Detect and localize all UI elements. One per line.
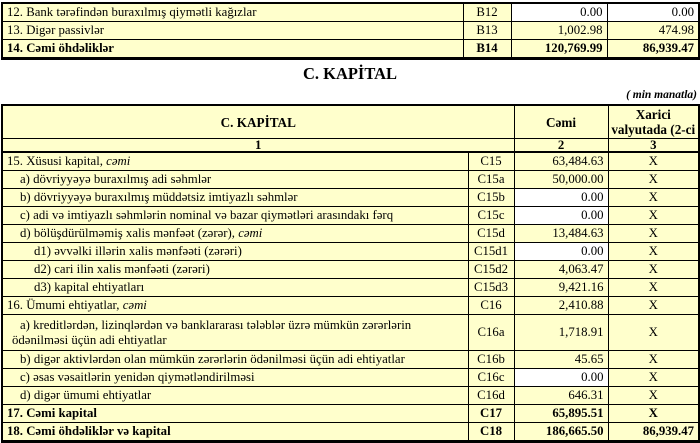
row-total: 45.65 <box>514 351 608 369</box>
row-foreign: X <box>608 207 699 225</box>
row-label: 12. Bank tərəfindən buraxılmış qiymətli kağızlar <box>2 3 463 22</box>
row-total: 186,665.50 <box>514 423 608 442</box>
row-code: C15d3 <box>468 279 514 297</box>
row-total: 120,769.99 <box>511 40 607 59</box>
table-row <box>2 3 699 22</box>
table-row <box>2 189 699 207</box>
row-code: C16a <box>468 315 514 351</box>
header-foreign-line1: Xarici <box>635 107 671 122</box>
row-label: d) bölüşdürülməmiş xalis mənfəət (zərər), cəmi <box>2 225 468 243</box>
row-label: 18. Cəmi öhdəliklər və kapital <box>2 423 468 442</box>
row-foreign: X <box>608 279 699 297</box>
header-foreign-line2: valyutada (2-ci <box>611 122 696 137</box>
colnum-1: 1 <box>2 139 514 153</box>
row-label: d2) cari ilin xalis mənfəəti (zərəri) <box>2 261 468 279</box>
row-foreign: X <box>608 189 699 207</box>
table-row <box>2 207 699 225</box>
row-code: C15d <box>468 225 514 243</box>
row-total: 63,484.63 <box>514 152 608 171</box>
row-label: d) digər ümumi ehtiyatlar <box>2 387 468 405</box>
table-row-total-liabilities-and-capital <box>2 423 699 442</box>
table-row <box>2 22 699 40</box>
table-row <box>2 279 699 297</box>
table-row-total-capital <box>2 405 699 423</box>
row-code: C15c <box>468 207 514 225</box>
row-foreign: X <box>608 387 699 405</box>
row-total: 4,063.47 <box>514 261 608 279</box>
section-title: C. KAPİTAL <box>302 64 398 83</box>
row-total: 646.31 <box>514 387 608 405</box>
header-col-total: Cəmi <box>514 105 608 139</box>
row-label: 13. Digər passivlər <box>2 22 463 40</box>
table-row <box>2 369 699 387</box>
row-foreign: X <box>608 171 699 189</box>
colnum-2: 2 <box>514 139 608 153</box>
row-total: 2,410.88 <box>514 297 608 315</box>
row-foreign: X <box>608 152 699 171</box>
header-col-foreign <box>608 105 699 139</box>
row-code: C16 <box>468 297 514 315</box>
header-row <box>2 105 699 139</box>
row-foreign: X <box>608 315 699 351</box>
table-row <box>2 243 699 261</box>
row-code: C15a <box>468 171 514 189</box>
row-total: 0.00 <box>514 369 608 387</box>
row-label: d3) kapital ehtiyatları <box>2 279 468 297</box>
row-total: 1,002.98 <box>511 22 607 40</box>
row-code: C16c <box>468 369 514 387</box>
header-col-name: C. KAPİTAL <box>2 105 514 139</box>
row-foreign: X <box>608 225 699 243</box>
row-label: 16. Ümumi ehtiyatlar, cəmi <box>2 297 468 315</box>
unit-note: ( min manatla) <box>626 89 697 101</box>
column-number-row <box>2 139 699 153</box>
row-code: B12 <box>463 3 511 22</box>
row-label: d1) əvvəlki illərin xalis mənfəəti (zərəri) <box>2 243 468 261</box>
table-row <box>2 261 699 279</box>
row-label: 17. Cəmi kapital <box>2 405 468 423</box>
row-total: 0.00 <box>514 207 608 225</box>
row-label: 14. Cəmi öhdəliklər <box>2 40 463 59</box>
table-row-total-liabilities <box>2 40 699 59</box>
table-row <box>2 225 699 243</box>
row-label: b) digər aktivlərdən olan mümkün zərərlərin ödənilməsi üçün adi ehtiyatlar <box>2 351 468 369</box>
row-code: C15d2 <box>468 261 514 279</box>
row-code: C15 <box>468 152 514 171</box>
row-label: b) dövriyyəyə buraxılmış müddətsiz imtiyazlı səhmlər <box>2 189 468 207</box>
row-code: C18 <box>468 423 514 442</box>
row-foreign: X <box>608 261 699 279</box>
table-row <box>2 152 699 171</box>
table-row <box>2 171 699 189</box>
row-foreign: X <box>608 351 699 369</box>
row-total: 1,718.91 <box>514 315 608 351</box>
table-row <box>2 297 699 315</box>
row-total: 0.00 <box>514 243 608 261</box>
row-label: a) kreditlərdən, lizinqlərdən və banklararası tələblər üzrə mümkün zərərlərin ödənilməsi üçün adi ehtiyatlar <box>2 315 468 351</box>
row-total: 9,421.16 <box>514 279 608 297</box>
row-total: 13,484.63 <box>514 225 608 243</box>
row-code: C16b <box>468 351 514 369</box>
row-total: 0.00 <box>511 3 607 22</box>
row-label: c) adi və imtiyazlı səhmlərin nominal və bazar qiymətləri arasındakı fərq <box>2 207 468 225</box>
row-total: 50,000.00 <box>514 171 608 189</box>
row-foreign: 86,939.47 <box>608 423 699 442</box>
row-foreign: X <box>608 243 699 261</box>
row-code: C15d1 <box>468 243 514 261</box>
row-label: c) əsas vəsaitlərin yenidən qiymətləndirilməsi <box>2 369 468 387</box>
row-label: 15. Xüsusi kapital, cəmi <box>2 152 468 171</box>
row-code: B13 <box>463 22 511 40</box>
row-code: B14 <box>463 40 511 59</box>
row-total: 0.00 <box>514 189 608 207</box>
row-code: C15b <box>468 189 514 207</box>
row-total: 65,895.51 <box>514 405 608 423</box>
table-row <box>2 387 699 405</box>
row-foreign: 474.98 <box>607 22 699 40</box>
row-foreign: 0.00 <box>607 3 699 22</box>
table-row <box>2 315 699 351</box>
row-label: a) dövriyyəyə buraxılmış adi səhmlər <box>2 171 468 189</box>
row-code: C16d <box>468 387 514 405</box>
liabilities-table <box>1 2 700 60</box>
table-row <box>2 351 699 369</box>
capital-table <box>1 104 700 443</box>
row-foreign: X <box>608 369 699 387</box>
row-foreign: 86,939.47 <box>607 40 699 59</box>
row-foreign: X <box>608 405 699 423</box>
row-foreign: X <box>608 297 699 315</box>
colnum-3: 3 <box>608 139 699 153</box>
row-code: C17 <box>468 405 514 423</box>
